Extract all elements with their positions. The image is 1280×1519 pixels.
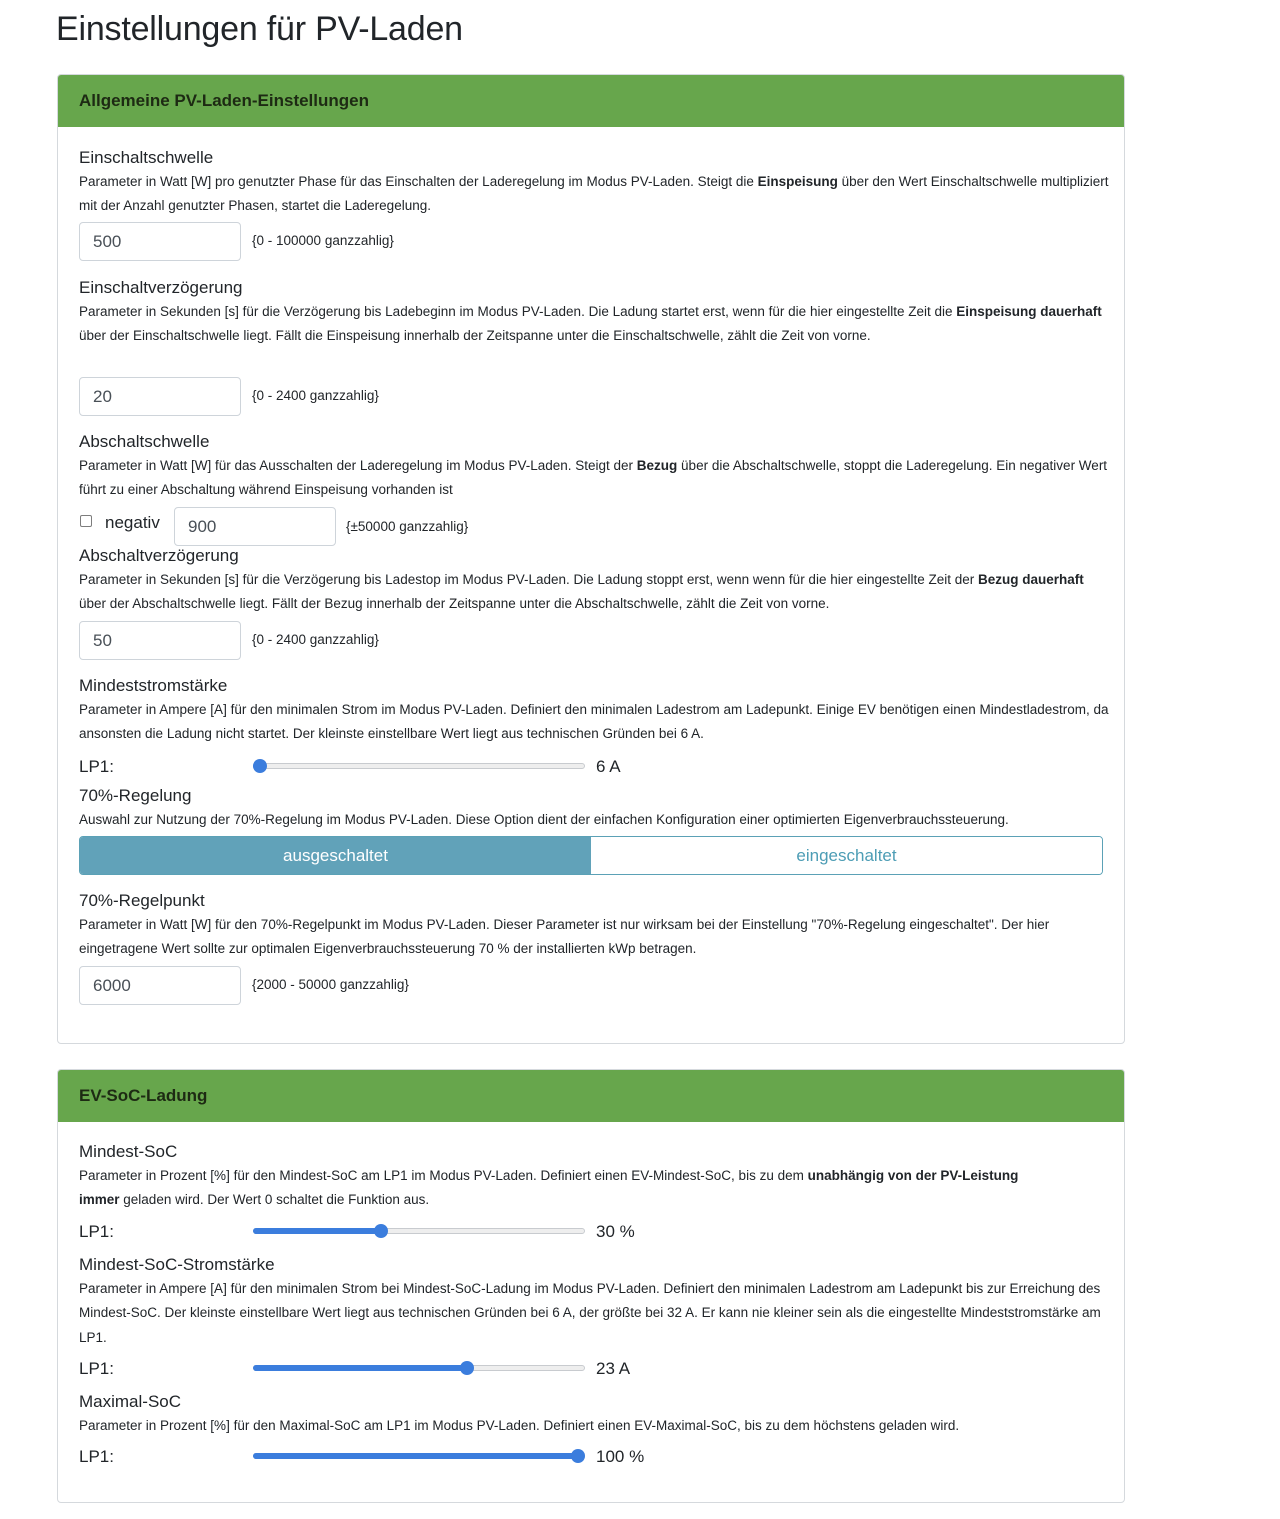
desc-text: Parameter in Sekunden [s] für die Verzögerung bis Ladebeginn im Modus PV-Laden. Die Ladung startet erst, wenn für die hier eingestellte Zeit die <box>79 304 957 319</box>
einschaltverzoegerung-input[interactable] <box>79 377 241 416</box>
general-settings-header: Allgemeine PV-Laden-Einstellungen <box>58 75 1124 127</box>
einschaltverzoegerung-range-hint: {0 - 2400 ganzzahlig} <box>252 388 379 403</box>
slider-fill <box>253 1365 467 1371</box>
abschaltverzoegerung-title: Abschaltverzögerung <box>79 546 239 565</box>
maximal-soc-lp1-label: LP1: <box>79 1447 114 1466</box>
desc-text: über die Abschaltschwelle, stoppt die Laderegelung. Ein negativer Wert führt zu einer Abschaltung während Einspeisung vorhanden ist <box>79 458 1108 498</box>
mindest-soc-slider[interactable] <box>253 1223 585 1239</box>
slider-fill <box>253 1228 381 1234</box>
mindeststromstaerke-slider[interactable] <box>253 758 585 774</box>
desc-text: über der Einschaltschwelle liegt. Fällt die Einspeisung innerhalb der Zeitspanne unter die Einschaltschwelle, zählt die Zeit von vorne. <box>79 328 871 344</box>
desc-text: geladen wird. Der Wert 0 schaltet die Funktion aus. <box>119 1192 430 1208</box>
abschaltschwelle-description <box>79 454 1109 503</box>
negative-checkbox-label[interactable]: negativ <box>105 513 160 532</box>
abschaltschwelle-title: Abschaltschwelle <box>79 432 210 451</box>
regelpunkt70-title: 70%-Regelpunkt <box>79 891 205 910</box>
slider-thumb[interactable] <box>571 1449 585 1463</box>
regelpunkt70-description: Parameter in Watt [W] für den 70%-Regelpunkt im Modus PV-Laden. Dieser Parameter ist nur wirksam bei der Einstellung "70%-Regelung eingeschaltet". Der hier eingetragene Wert sollte zur optimalen Eigenverbrauchssteuerung 70 % der installierten kWp betragen. <box>79 917 1050 957</box>
maximal-soc-description: Parameter in Prozent [%] für den Maximal-SoC am LP1 im Modus PV-Laden. Definiert einen EV-Maximal-SoC, bis zu dem höchstens geladen wird. <box>79 1418 960 1433</box>
abschaltschwelle-input[interactable] <box>174 507 336 546</box>
einschaltschwelle-title: Einschaltschwelle <box>79 148 214 167</box>
abschaltverzoegerung-input[interactable] <box>79 621 241 660</box>
desc-text: Parameter in Watt [W] pro genutzter Phase für das Einschalten der Laderegelung im Modus PV-Laden. Steigt die <box>79 174 758 189</box>
general-settings-card <box>57 74 1125 1044</box>
abschaltverzoegerung-description <box>79 568 1109 617</box>
desc-bold-text: Einspeisung dauerhaft <box>956 304 1102 319</box>
ev-soc-header: EV-SoC-Ladung <box>58 1070 1124 1122</box>
mindest-soc-strom-lp1-label: LP1: <box>79 1359 114 1378</box>
desc-bold-text: Bezug dauerhaft <box>978 572 1084 587</box>
mindest-soc-value: 30 % <box>596 1222 635 1241</box>
desc-bold-text: Bezug <box>636 458 678 473</box>
mindest-soc-strom-title: Mindest-SoC-Stromstärke <box>79 1255 275 1274</box>
einschaltverzoegerung-description <box>79 300 1109 349</box>
slider-track <box>253 763 585 769</box>
maximal-soc-value: 100 % <box>596 1447 645 1466</box>
desc-text: Parameter in Watt [W] für das Ausschalten der Laderegelung im Modus PV-Laden. Steigt der <box>79 458 637 473</box>
desc-text: Parameter in Sekunden [s] für die Verzögerung bis Ladestop im Modus PV-Laden. Die Ladung stoppt erst, wenn wenn für die hier eingestellte Zeit der <box>79 572 979 587</box>
slider-fill <box>253 1453 578 1459</box>
desc-bold-text: unabhängig von der PV-Leistung immer <box>79 1168 1019 1208</box>
page-title: Einstellungen für PV-Laden <box>56 10 463 48</box>
einschaltschwelle-range-hint: {0 - 100000 ganzzahlig} <box>252 233 394 248</box>
einschaltschwelle-description <box>79 170 1109 219</box>
desc-bold-text: Einspeisung <box>757 174 838 189</box>
abschaltverzoegerung-range-hint: {0 - 2400 ganzzahlig} <box>252 632 379 647</box>
mindest-soc-description <box>79 1164 1059 1213</box>
slider-thumb[interactable] <box>460 1361 474 1375</box>
mindeststromstaerke-title: Mindeststromstärke <box>79 676 228 695</box>
maximal-soc-slider[interactable] <box>253 1448 585 1464</box>
desc-text: über der Abschaltschwelle liegt. Fällt der Bezug innerhalb der Zeitspanne unter die Abschaltschwelle, zählt die Zeit von vorne. <box>79 596 830 612</box>
negative-checkbox[interactable] <box>80 515 92 527</box>
regelung70-on-button[interactable]: eingeschaltet <box>591 837 1102 874</box>
desc-text: über den Wert Einschaltschwelle multipliziert mit der Anzahl genutzter Phasen, startet die Laderegelung. <box>79 174 1109 214</box>
regelung70-toggle <box>79 836 1103 875</box>
regelpunkt70-range-hint: {2000 - 50000 ganzzahlig} <box>252 977 409 992</box>
slider-thumb[interactable] <box>253 759 267 773</box>
regelung70-description: Auswahl zur Nutzung der 70%-Regelung im Modus PV-Laden. Diese Option dient der einfachen Konfiguration einer optimierten Eigenverbrauchssteuerung. <box>79 812 1009 827</box>
mindest-soc-strom-description: Parameter in Ampere [A] für den minimalen Strom bei Mindest-SoC-Ladung im Modus PV-Laden. Definiert den minimalen Ladestrom am Ladepunkt bis zur Erreichung des Mindest-SoC. Der kleinste einstellbare Wert liegt aus technischen Gründen bei 6 A, der größte bei 32 A. Er kann nie kleiner sein als die eingestellte Mindeststromstärke am LP1. <box>79 1281 1101 1345</box>
mindeststromstaerke-value: 6 A <box>596 757 621 776</box>
ev-soc-card <box>57 1069 1125 1503</box>
maximal-soc-title: Maximal-SoC <box>79 1392 182 1411</box>
regelung70-off-button[interactable]: ausgeschaltet <box>80 837 591 874</box>
einschaltschwelle-input[interactable] <box>79 222 241 261</box>
desc-text: Parameter in Prozent [%] für den Mindest-SoC am LP1 im Modus PV-Laden. Definiert einen EV-Mindest-SoC, bis zu dem <box>79 1168 808 1183</box>
regelung70-title: 70%-Regelung <box>79 786 192 805</box>
mindest-soc-strom-value: 23 A <box>596 1359 631 1378</box>
abschaltschwelle-range-hint: {±50000 ganzzahlig} <box>346 519 469 534</box>
mindeststromstaerke-lp1-label: LP1: <box>79 757 114 776</box>
mindest-soc-lp1-label: LP1: <box>79 1222 114 1241</box>
mindest-soc-title: Mindest-SoC <box>79 1142 178 1161</box>
mindest-soc-strom-slider[interactable] <box>253 1360 585 1376</box>
mindeststromstaerke-description: Parameter in Ampere [A] für den minimalen Strom im Modus PV-Laden. Definiert den minimalen Ladestrom am Ladepunkt. Einige EV benötigen einen Mindestladestrom, da ansonsten die Ladung nicht startet. Der kleinste einstellbare Wert liegt aus technischen Gründen bei 6 A. <box>79 702 1109 742</box>
einschaltverzoegerung-title: Einschaltverzögerung <box>79 278 243 297</box>
regelpunkt70-input[interactable] <box>79 966 241 1005</box>
slider-thumb[interactable] <box>374 1224 388 1238</box>
